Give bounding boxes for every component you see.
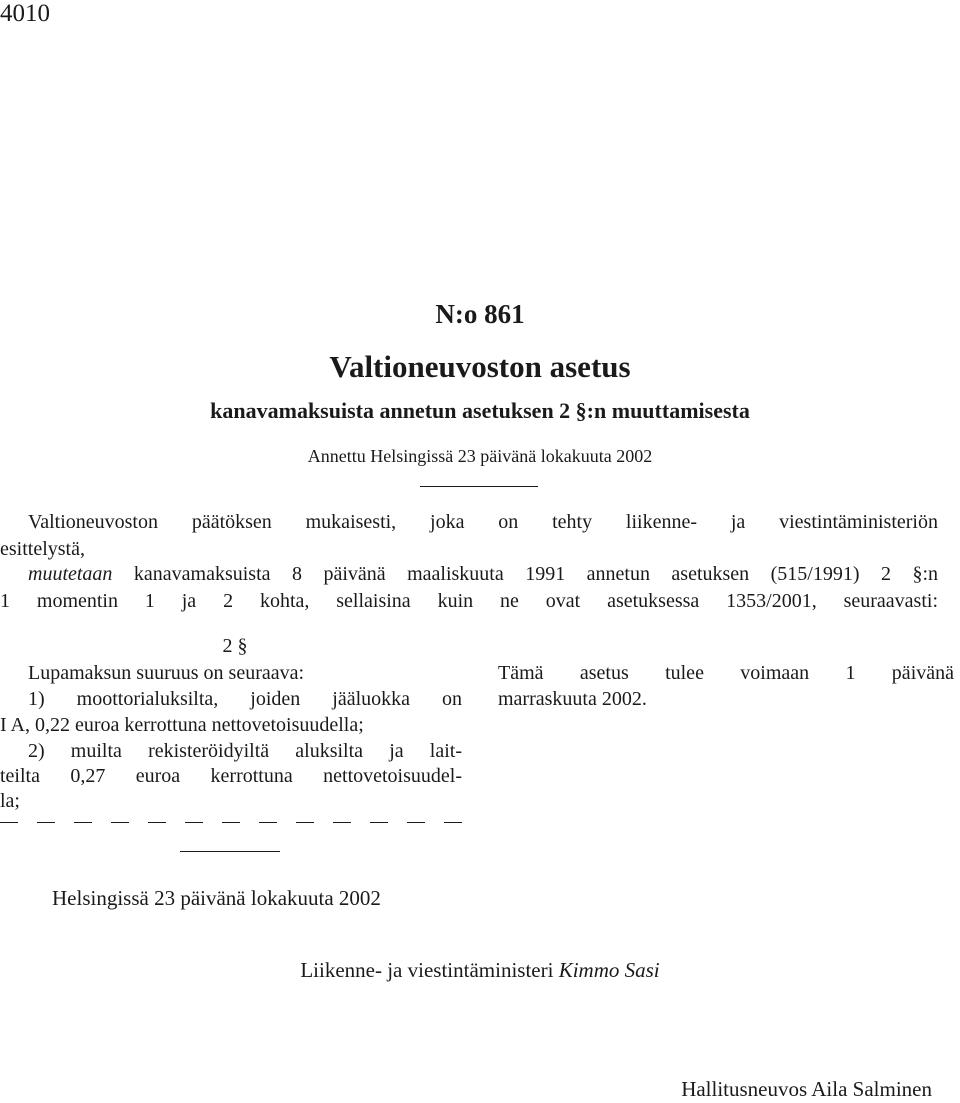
omission-dashes	[0, 810, 462, 823]
section-line: Lupamaksun suuruus on seuraava:	[28, 662, 305, 684]
omission-dash	[444, 822, 462, 823]
page-number: 4010	[0, 0, 50, 27]
document-subtitle: kanavamaksuista annetun asetuksen 2 §:n muuttamisesta	[210, 398, 750, 423]
document-title: Valtioneuvoston asetus	[329, 349, 631, 384]
omission-dash	[259, 822, 277, 823]
amend-word: muutetaan	[28, 563, 113, 585]
section-line: la;	[0, 790, 20, 812]
entry-into-force-line-1: Tämä asetus tulee voimaan 1 päivänä	[498, 662, 954, 684]
omission-dash	[111, 822, 129, 823]
entry-into-force-line-2: marraskuuta 2002.	[498, 688, 647, 710]
minister-title: Liikenne- ja viestintäministeri	[300, 958, 559, 982]
signing-place-date: Helsingissä 23 päivänä lokakuuta 2002	[52, 886, 381, 910]
preamble-line-3	[28, 561, 938, 588]
section-line: teilta 0,27 euroa kerrottuna nettovetoisuudel-	[0, 765, 462, 787]
omission-dash	[148, 822, 166, 823]
statute-number: N:o 861	[435, 299, 525, 329]
counsellor-signature: Hallitusneuvos Aila Salminen	[681, 1077, 932, 1101]
omission-dash	[370, 822, 388, 823]
omission-dash	[296, 822, 314, 823]
section-line: 1) moottorialuksilta, joiden jääluokka on	[28, 688, 462, 710]
omission-dash	[0, 822, 18, 823]
omission-dash	[222, 822, 240, 823]
preamble-line-2: esittelystä,	[0, 538, 85, 560]
section-line: 2) muilta rekisteröidyiltä aluksilta ja lait-	[28, 740, 462, 762]
omission-dash	[74, 822, 92, 823]
omission-dash	[407, 822, 425, 823]
preamble-line-1: Valtioneuvoston päätöksen mukaisesti, joka on tehty liikenne- ja viestintäministeriön	[28, 511, 938, 533]
preamble-line-3-text: kanavamaksuista 8 päivänä maaliskuuta 1991 annetun asetuksen (515/1991) 2 §:n	[112, 563, 938, 585]
section-number: 2 §	[222, 635, 248, 657]
section-line: I A, 0,22 euroa kerrottuna nettovetoisuudella;	[0, 714, 364, 736]
omission-dash	[333, 822, 351, 823]
minister-name: Kimmo Sasi	[558, 958, 660, 982]
enactment-date: Annettu Helsingissä 23 päivänä lokakuuta 2002	[307, 446, 653, 466]
omission-dash	[185, 822, 203, 823]
minister-signature	[0, 956, 960, 984]
header-divider	[420, 486, 538, 487]
section-divider	[180, 851, 280, 852]
preamble-line-4: 1 momentin 1 ja 2 kohta, sellaisina kuin ne ovat asetuksessa 1353/2001, seuraavasti:	[0, 590, 938, 612]
omission-dash	[37, 822, 55, 823]
